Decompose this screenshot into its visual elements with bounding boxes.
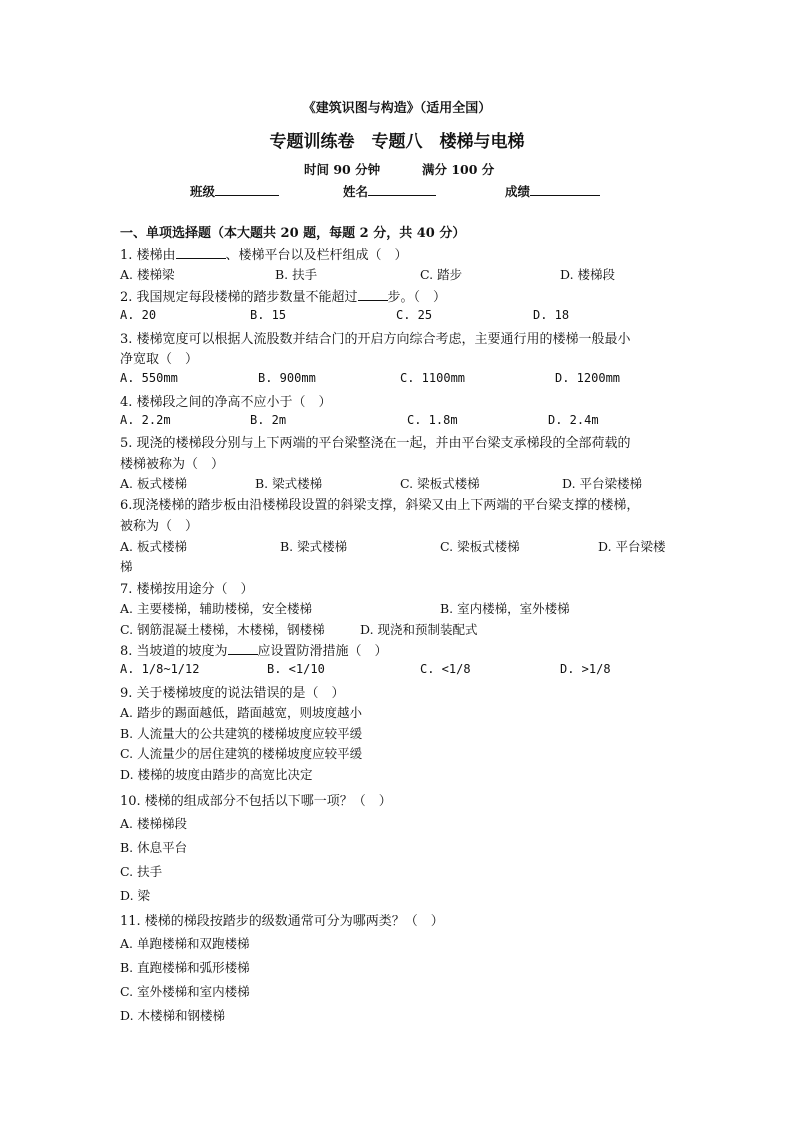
q8-blank xyxy=(228,642,258,655)
paper-title: 专题训练卷 专题八 楼梯与电梯 xyxy=(269,132,525,152)
q8-option-a[interactable]: A. 1/8~1/12 xyxy=(120,662,200,676)
q2-option-c[interactable]: C. 25 xyxy=(396,308,433,322)
question-3-line-2: 净宽取（ ） xyxy=(120,352,199,367)
q8-option-d[interactable]: D. >1/8 xyxy=(560,662,611,676)
q4-option-d[interactable]: D. 2.4m xyxy=(548,413,599,427)
q2-option-b[interactable]: B. 15 xyxy=(250,308,287,322)
q2-blank xyxy=(358,288,388,301)
question-5-line-2: 楼梯被称为（ ） xyxy=(120,457,225,472)
q2-text-a: 2. 我国规定每段楼梯的踏步数量不能超过 xyxy=(120,290,358,305)
section-heading: 一、单项选择题（本大题共 20 题，每题 2 分，共 40 分） xyxy=(120,226,466,241)
question-9: 9. 关于楼梯坡度的说法错误的是（ ） xyxy=(120,686,345,701)
q1-text-a: 1. 楼梯由 xyxy=(120,248,176,263)
q10-option-b[interactable]: B. 休息平台 xyxy=(120,840,188,855)
q11-option-d[interactable]: D. 木楼梯和钢楼梯 xyxy=(120,1008,226,1023)
result-field[interactable] xyxy=(505,182,600,200)
q11-option-b[interactable]: B. 直跑楼梯和弧形楼梯 xyxy=(120,960,250,975)
q9-option-a[interactable]: A. 踏步的踢面越低，踏面越宽，则坡度越小 xyxy=(120,705,362,720)
q4-option-a[interactable]: A. 2.2m xyxy=(120,413,171,427)
question-7: 7. 楼梯按用途分（ ） xyxy=(120,582,254,597)
question-6-line-2: 被称为（ ） xyxy=(120,519,199,534)
q7-option-c[interactable]: C. 钢筋混凝土楼梯，木楼梯，钢楼梯 xyxy=(120,622,325,637)
paper-subtitle: 《建筑识图与构造》（适用全国） xyxy=(302,101,492,116)
q3-option-b[interactable]: B. 900mm xyxy=(258,371,316,385)
q2-text-b: 步。（ ） xyxy=(387,290,447,305)
q4-option-c[interactable]: C. 1.8m xyxy=(407,413,458,427)
q8-text-a: 8. 当坡道的坡度为 xyxy=(120,644,228,659)
q10-option-a[interactable]: A. 楼梯梯段 xyxy=(120,816,187,831)
question-2 xyxy=(120,286,446,305)
q6-option-a[interactable]: A. 板式楼梯 xyxy=(120,539,187,554)
q7-option-a[interactable]: A. 主要楼梯，辅助楼梯，安全楼梯 xyxy=(120,601,312,616)
q6-option-b[interactable]: B. 梁式楼梯 xyxy=(280,539,348,554)
q2-option-d[interactable]: D. 18 xyxy=(533,308,570,322)
q11-option-c[interactable]: C. 室外楼梯和室内楼梯 xyxy=(120,984,250,999)
q3-option-a[interactable]: A. 550mm xyxy=(120,371,178,385)
q5-option-b[interactable]: B. 梁式楼梯 xyxy=(255,476,323,491)
question-8 xyxy=(120,640,388,659)
question-4: 4. 楼梯段之间的净高不应小于（ ） xyxy=(120,395,332,410)
q5-option-c[interactable]: C. 梁板式楼梯 xyxy=(400,476,480,491)
time-limit: 时间 90 分钟 xyxy=(304,162,381,177)
q1-option-a[interactable]: A. 楼梯梁 xyxy=(120,267,175,282)
class-label: 班级 xyxy=(190,184,216,199)
q8-text-b: 应设置防滑措施（ ） xyxy=(257,644,388,659)
question-5-line-1: 5. 现浇的楼梯段分别与上下两端的平台梁整浇在一起，并由平台梁支承梯段的全部荷载的 xyxy=(120,436,631,451)
question-3-line-1: 3. 楼梯宽度可以根据人流股数并结合门的开启方向综合考虑，主要通行用的楼梯一般最小 xyxy=(120,332,631,347)
q10-option-c[interactable]: C. 扶手 xyxy=(120,864,163,879)
q3-option-d[interactable]: D. 1200mm xyxy=(555,371,621,385)
question-6-line-1: 6.现浇楼梯的踏步板由沿楼梯段设置的斜梁支撑，斜梁又由上下两端的平台梁支撑的楼梯， xyxy=(120,498,640,513)
q1-blank xyxy=(176,246,226,259)
name-field[interactable] xyxy=(343,182,436,200)
q11-option-a[interactable]: A. 单跑楼梯和双跑楼梯 xyxy=(120,936,250,951)
q6-option-c[interactable]: C. 梁板式楼梯 xyxy=(440,539,520,554)
q9-option-b[interactable]: B. 人流量大的公共建筑的楼梯坡度应较平缓 xyxy=(120,726,363,741)
class-blank[interactable] xyxy=(215,182,279,196)
name-blank[interactable] xyxy=(368,182,436,196)
q8-option-c[interactable]: C. <1/8 xyxy=(420,662,471,676)
question-1 xyxy=(120,244,408,263)
q1-option-d[interactable]: D. 楼梯段 xyxy=(560,267,616,282)
full-score: 满分 100 分 xyxy=(422,162,495,177)
q8-option-b[interactable]: B. <1/10 xyxy=(267,662,325,676)
class-field[interactable] xyxy=(190,182,279,200)
q9-option-d[interactable]: D. 楼梯的坡度由踏步的高宽比决定 xyxy=(120,767,313,782)
result-blank[interactable] xyxy=(530,182,600,196)
q7-option-b[interactable]: B. 室内楼梯，室外楼梯 xyxy=(440,601,570,616)
question-10: 10. 楼梯的组成部分不包括以下哪一项？（ ） xyxy=(120,794,392,809)
q3-option-c[interactable]: C. 1100mm xyxy=(400,371,466,385)
q6-option-d[interactable]: D. 平台梁楼 xyxy=(598,539,666,554)
result-label: 成绩 xyxy=(505,184,531,199)
q2-option-a[interactable]: A. 20 xyxy=(120,308,157,322)
q1-text-b: 、楼梯平台以及栏杆组成（ ） xyxy=(225,248,408,263)
q6-option-d-wrap: 梯 xyxy=(120,559,133,574)
q1-option-c[interactable]: C. 踏步 xyxy=(420,267,463,282)
q9-option-c[interactable]: C. 人流量少的居住建筑的楼梯坡度应较平缓 xyxy=(120,746,363,761)
q5-option-d[interactable]: D. 平台梁楼梯 xyxy=(562,476,643,491)
q1-option-b[interactable]: B. 扶手 xyxy=(275,267,318,282)
q5-option-a[interactable]: A. 板式楼梯 xyxy=(120,476,187,491)
question-11: 11. 楼梯的梯段按踏步的级数通常可分为哪两类？（ ） xyxy=(120,914,444,929)
q4-option-b[interactable]: B. 2m xyxy=(250,413,287,427)
q10-option-d[interactable]: D. 梁 xyxy=(120,888,151,903)
name-label: 姓名 xyxy=(343,184,369,199)
q7-option-d[interactable]: D. 现浇和预制装配式 xyxy=(360,622,478,637)
